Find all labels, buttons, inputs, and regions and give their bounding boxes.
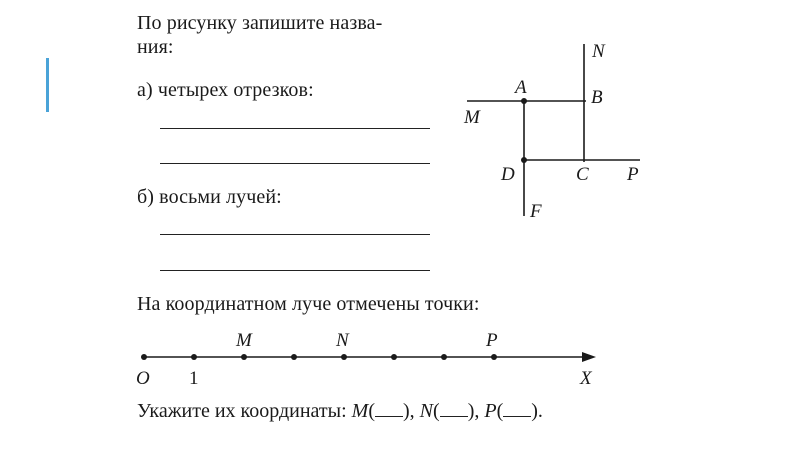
ray-label-O: O (136, 368, 150, 389)
ray-label-M: M (236, 330, 252, 351)
part-a-text: четырех отрезков: (157, 79, 314, 101)
answer-N-letter: N (419, 400, 434, 422)
paren-open-N: ( (433, 400, 440, 422)
answer-M-slot[interactable] (375, 402, 403, 417)
part-b-text: восьми лучей: (159, 186, 282, 208)
paren-close-P: ). (531, 400, 543, 422)
coordinates-answer-line (137, 400, 543, 422)
part-b-label: б) (137, 186, 155, 208)
answer-N-slot[interactable] (440, 402, 468, 417)
ray-label-X: X (580, 368, 592, 389)
paren-open-M: ( (368, 400, 375, 422)
label-F: F (530, 201, 542, 222)
ray-dot (191, 354, 197, 360)
paren-close-N: ), (467, 400, 480, 422)
ray-label-N: N (336, 330, 349, 351)
task1-intro-line2: ния: (137, 36, 174, 58)
task2-title: На координатном луче отмечены точки: (137, 293, 480, 315)
ray-dot (291, 354, 297, 360)
label-M: M (464, 107, 480, 128)
label-P: P (627, 164, 639, 185)
answer-prompt: Укажите их координаты: (137, 400, 347, 422)
task1-intro-line1: По рисунку запишите назва- (137, 12, 383, 34)
label-C: C (576, 164, 589, 185)
answer-P-slot[interactable] (503, 402, 531, 417)
ray-label-P: P (486, 330, 498, 351)
ray-dot (441, 354, 447, 360)
ray-arrow-icon (582, 352, 596, 362)
ray-dot (141, 354, 147, 360)
label-D: D (501, 164, 515, 185)
answer-P-letter: P (484, 400, 497, 422)
ray-dot (491, 354, 497, 360)
label-B: B (591, 87, 603, 108)
ray-dot (341, 354, 347, 360)
label-A: A (515, 77, 527, 98)
part-a-label: а) (137, 79, 153, 101)
answer-M-letter: M (351, 400, 369, 422)
paren-close-M: ), (403, 400, 415, 422)
label-N: N (592, 41, 605, 62)
ray-dot (391, 354, 397, 360)
ray-label-1: 1 (189, 368, 199, 389)
paren-open-P: ( (496, 400, 504, 422)
ray-dot (241, 354, 247, 360)
